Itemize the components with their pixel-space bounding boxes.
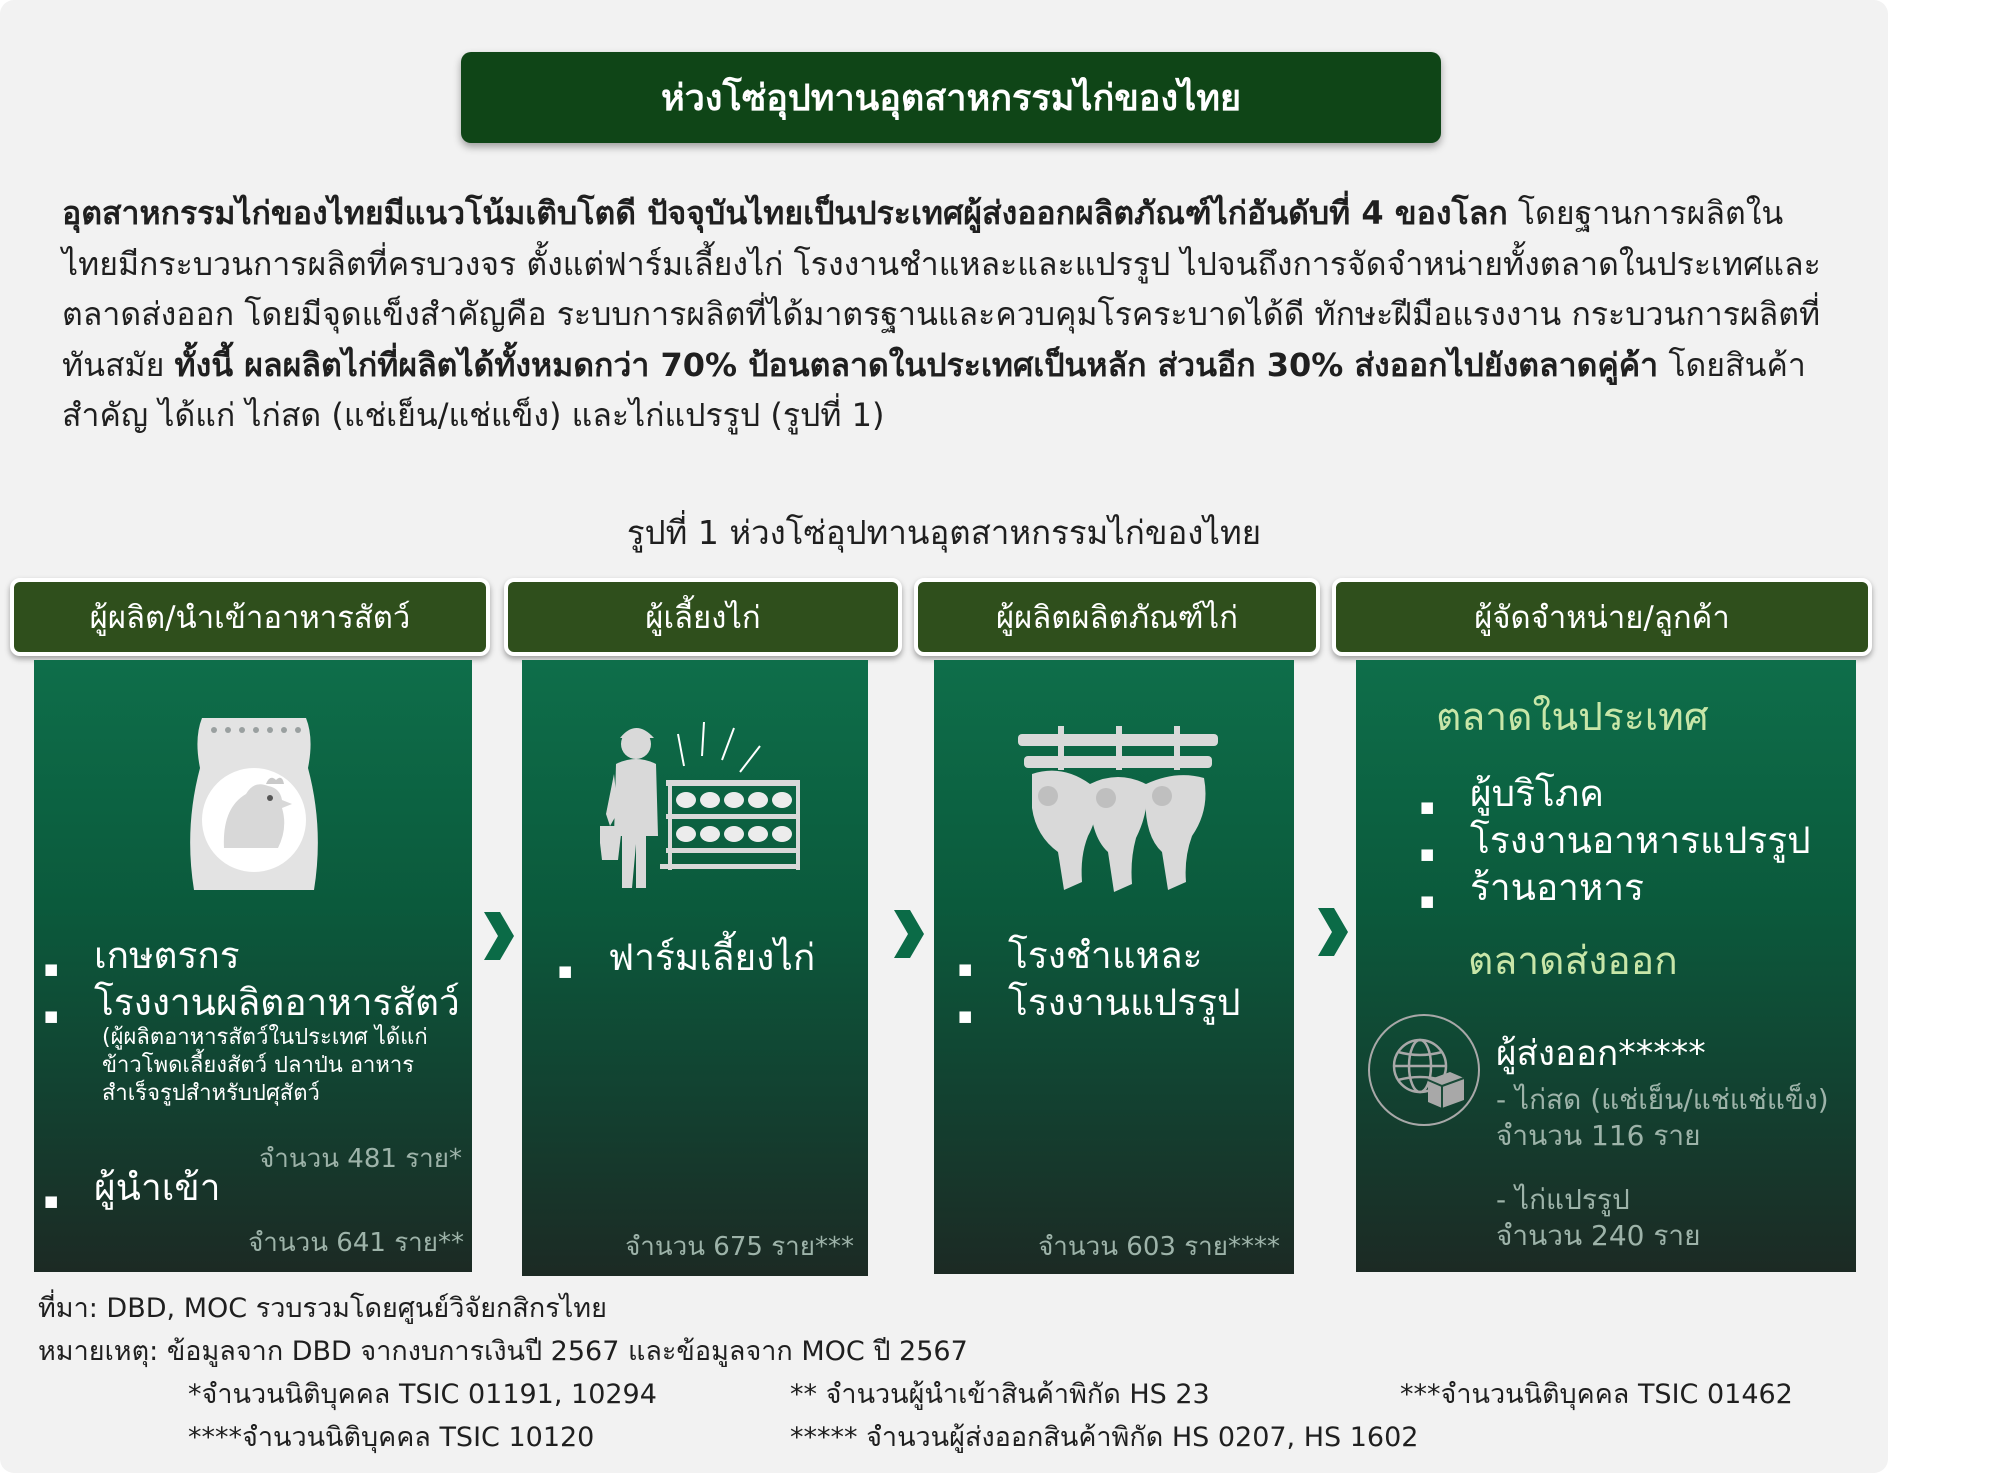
footnote-3: ***จำนวนนิติบุคคล TSIC 01462 <box>1400 1379 1793 1410</box>
remark-note: หมายเหตุ: ข้อมูลจาก DBD จากงบการเงินปี 2567 และข้อมูลจาก MOC ปี 2567 <box>38 1336 968 1367</box>
list-item: ■ ฟาร์มเลี้ยงไก่ <box>558 934 858 981</box>
processed-chicken-count: จำนวน 240 ราย <box>1496 1219 1701 1252</box>
processing-list <box>958 932 1288 1026</box>
list-item: ■ โรงงานแปรรูป <box>958 979 1288 1026</box>
footnote-4: ****จำนวนนิติบุคคล TSIC 10120 <box>188 1422 595 1453</box>
figure-caption: รูปที่ 1 ห่วงโซ่อุปทานอุตสาหกรรมไก่ของไทย <box>626 513 1262 552</box>
stage-column-processing <box>934 660 1294 1274</box>
feed-bag-icon <box>184 708 324 898</box>
list-item: ■ ผู้บริโภค <box>1420 770 1840 817</box>
chicken-farmer-icon <box>600 714 800 894</box>
page-title: ห่วงโซ่อุปทานอุตสาหกรรมไก่ของไทย <box>461 52 1441 143</box>
list-item: ■ ร้านอาหาร <box>1420 864 1840 911</box>
chevron-right-icon <box>1312 904 1352 960</box>
fresh-chicken-label: - ไก่สด (แช่เย็น/แช่แช่แข็ง) <box>1496 1083 1829 1116</box>
processed-chicken-icon <box>1018 726 1218 896</box>
list-item: ■ โรงงานผลิตอาหารสัตว์ <box>44 979 464 1026</box>
source-note: ที่มา: DBD, MOC รวบรวมโดยศูนย์วิจัยกสิกรไทย <box>38 1293 607 1324</box>
chevron-right-icon <box>478 908 518 964</box>
list-item: ■ โรงงานอาหารแปรรูป <box>1420 817 1840 864</box>
importer-list <box>44 1164 344 1211</box>
footnote-1: *จำนวนนิติบุคคล TSIC 01191, 10294 <box>188 1379 657 1410</box>
export-market-title: ตลาดส่งออก <box>1468 939 1678 984</box>
stage-column-farm <box>522 660 868 1276</box>
intro-paragraph <box>62 188 1822 441</box>
processed-chicken-label: - ไก่แปรรูป <box>1496 1183 1630 1216</box>
list-item: ■ เกษตรกร <box>44 932 464 979</box>
exporter-label: ผู้ส่งออก***** <box>1496 1034 1706 1074</box>
feed-count-importers: จำนวน 641 ราย** <box>248 1228 464 1258</box>
stage-header-processing: ผู้ผลิตผลิตภัณฑ์ไก่ <box>914 578 1320 656</box>
stage-header-farm: ผู้เลี้ยงไก่ <box>504 578 902 656</box>
stage-header-feed: ผู้ผลิต/นำเข้าอาหารสัตว์ <box>10 578 490 656</box>
domestic-list <box>1420 770 1840 911</box>
farm-list <box>558 934 858 981</box>
intro-share-bold: ทั้งนี้ ผลผลิตไก่ที่ผลิตได้ทั้งหมดกว่า 70% ป้อนตลาดในประเทศเป็นหลัก ส่วนอีก 30% ส่งออกไปยังตลาดคู่ค้า <box>174 345 1659 384</box>
list-item: ■ โรงชำแหละ <box>958 932 1288 979</box>
domestic-market-title: ตลาดในประเทศ <box>1436 695 1709 740</box>
feed-count-producers: จำนวน 481 ราย* <box>259 1144 462 1174</box>
farm-count: จำนวน 675 ราย*** <box>625 1232 854 1262</box>
footnote-5: ***** จำนวนผู้ส่งออกสินค้าพิกัด HS 0207, HS 1602 <box>790 1422 1419 1453</box>
fresh-chicken-count: จำนวน 116 ราย <box>1496 1119 1701 1152</box>
globe-export-icon <box>1366 1012 1482 1128</box>
stage-column-distribution <box>1356 660 1856 1272</box>
list-item: ■ ผู้นำเข้า <box>44 1164 344 1211</box>
chevron-right-icon <box>888 906 928 962</box>
stage-header-distribution: ผู้จัดจำหน่าย/ลูกค้า <box>1332 578 1872 656</box>
feed-list <box>44 932 464 1026</box>
footnote-2: ** จำนวนผู้นำเข้าสินค้าพิกัด HS 23 <box>790 1379 1210 1410</box>
intro-products: โดยสินค้าสำคัญ ได้แก่ ไก่สด (แช่เย็น/แช่แข็ง) และไก่แปรรูป (รูปที่ 1) <box>62 345 1806 434</box>
intro-lead-bold: อุตสาหกรรมไก่ของไทยมีแนวโน้มเติบโตดี ปัจจุบันไทยเป็นประเทศผู้ส่งออกผลิตภัณฑ์ไก่อันดับที่ 4 ของโลก <box>62 194 1508 232</box>
intro-body: โดยฐานการผลิตในไทยมีกระบวนการผลิตที่ครบวงจร ตั้งแต่ฟาร์มเลี้ยงไก่ โรงงานชำแหละและแปรรูป ไปจนถึงการจัดจำหน่ายทั้งตลาดในประเทศและตลาดส่งออก โดยมีจุดแข็งสำคัญคือ ระบบการผลิตที่ได้มาตรฐานและควบคุมโรคระบาดได้ดี ทักษะฝีมือแรงงาน กระบวนการผลิตที่ทันสมัย <box>62 194 1821 384</box>
feed-note: (ผู้ผลิตอาหารสัตว์ในประเทศ ได้แก่ ข้าวโพดเลี้ยงสัตว์ ปลาป่น อาหารสำเร็จรูปสำหรับปศุสัตว์ <box>102 1025 428 1106</box>
processing-count: จำนวน 603 ราย**** <box>1038 1232 1280 1262</box>
stage-column-feed <box>34 660 472 1272</box>
